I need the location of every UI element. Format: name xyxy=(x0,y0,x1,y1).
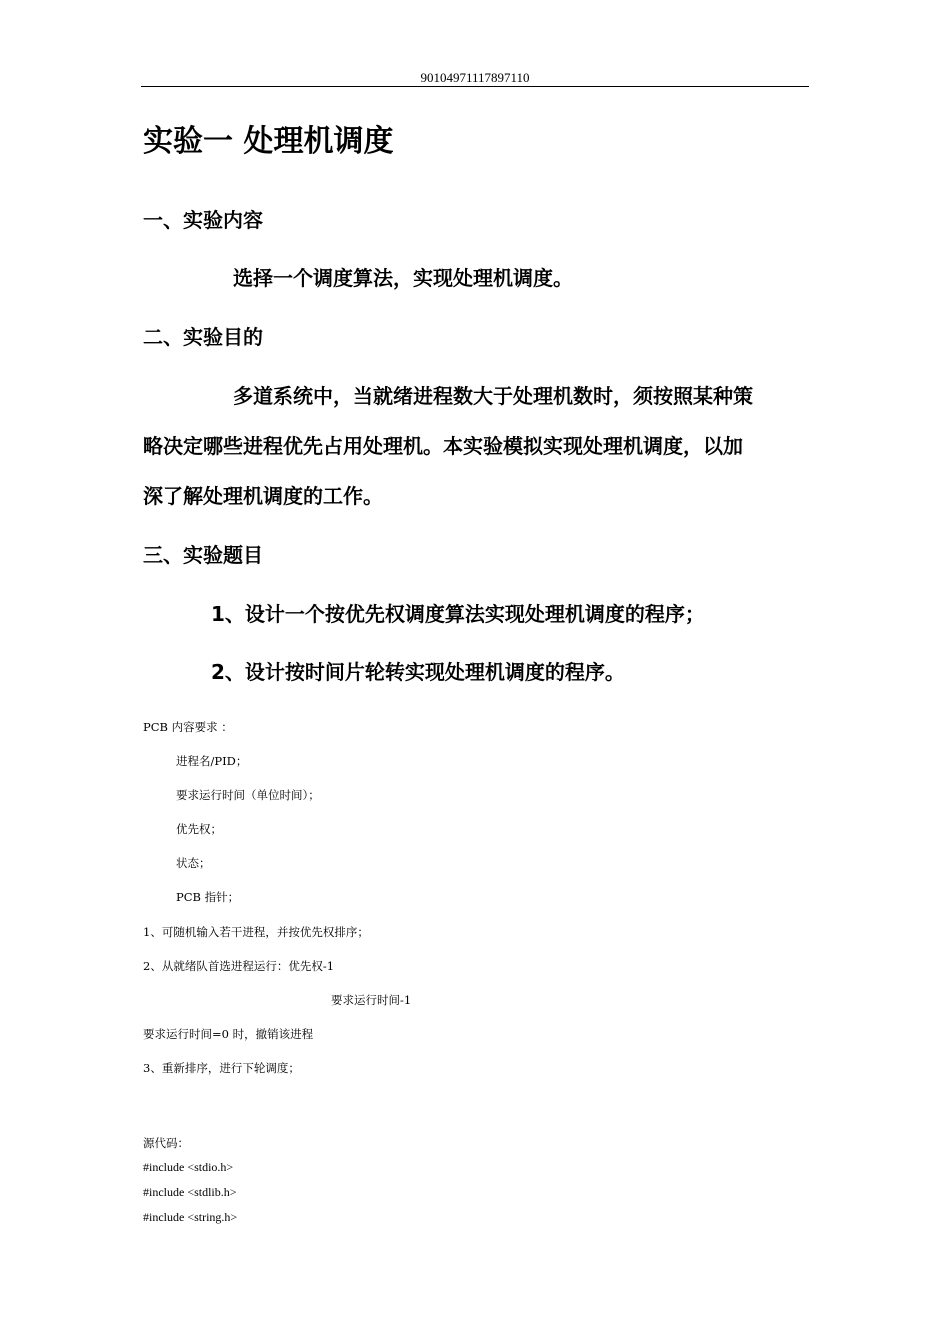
step-line: 要求运行时间-1 xyxy=(331,993,412,1007)
header-document-code: 90104971117897110 xyxy=(420,70,530,85)
purpose-line: 略决定哪些进程优先占用处理机。本实验模拟实现处理机调度，以加 xyxy=(143,434,743,458)
pcb-heading: PCB 内容要求 ： xyxy=(143,720,233,734)
pcb-field: 要求运行时间（单位时间）； xyxy=(176,788,320,802)
purpose-line: 深了解处理机调度的工作。 xyxy=(143,484,383,508)
pcb-field: 进程名/PID； xyxy=(176,754,248,768)
source-code-line: #include <stdio.h> xyxy=(143,1160,234,1174)
step-line: 要求运行时间=0 时，撤销该进程 xyxy=(143,1027,314,1041)
topic-item: 1、设计一个按优先权调度算法实现处理机调度的程序； xyxy=(211,602,705,626)
section-heading-purpose: 二、实验目的 xyxy=(143,325,263,349)
section-heading-topics: 三、实验题目 xyxy=(143,543,263,567)
pcb-field: 状态； xyxy=(176,856,211,870)
content-text: 选择一个调度算法，实现处理机调度。 xyxy=(233,266,573,290)
source-code-line: #include <stdlib.h> xyxy=(143,1185,237,1199)
purpose-line: 多道系统中，当就绪进程数大于处理机数时，须按照某种策 xyxy=(233,384,753,408)
topic-item: 2、设计按时间片轮转实现处理机调度的程序。 xyxy=(211,660,625,684)
pcb-field: PCB 指针； xyxy=(176,890,240,904)
step-line: 2、从就绪队首选进程运行：优先权-1 xyxy=(143,959,335,973)
source-code-label: 源代码： xyxy=(143,1136,189,1150)
header-rule xyxy=(141,86,809,87)
step-line: 1、可随机输入若干进程，并按优先权排序； xyxy=(143,925,369,939)
page-title: 实验一 处理机调度 xyxy=(143,124,394,159)
pcb-field: 优先权； xyxy=(176,822,222,836)
source-code-line: #include <string.h> xyxy=(143,1210,238,1224)
step-line: 3、重新排序，进行下轮调度； xyxy=(143,1061,300,1075)
section-heading-content: 一、实验内容 xyxy=(143,208,263,232)
